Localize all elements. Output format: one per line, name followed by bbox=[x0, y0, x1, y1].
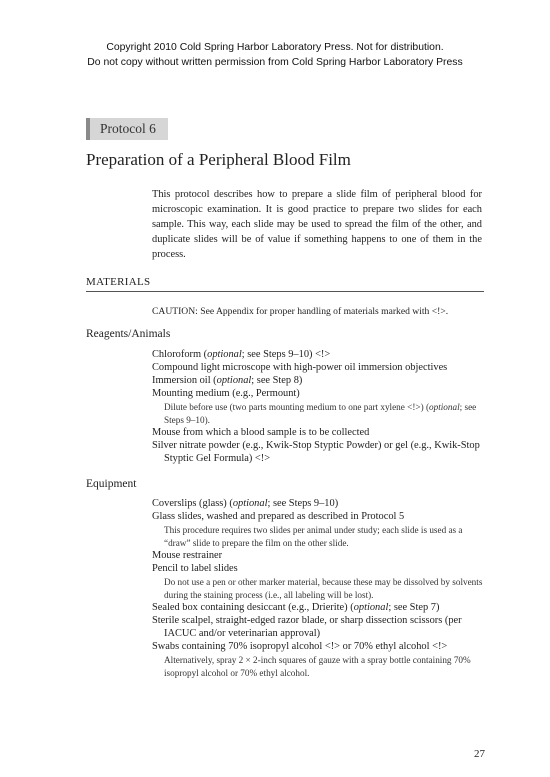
list-item: Mouse from which a blood sample is to be collected bbox=[152, 427, 370, 438]
materials-heading: MATERIALS bbox=[86, 276, 151, 288]
list-item: Mouse restrainer bbox=[152, 550, 223, 561]
copyright-line-2: Do not copy without written permission from Cold Spring Harbor Laboratory Press bbox=[87, 57, 463, 68]
equipment-heading: Equipment bbox=[86, 478, 137, 490]
list-item: Pencil to label slides bbox=[152, 563, 238, 574]
list-item: Glass slides, washed and prepared as described in Protocol 5 bbox=[152, 511, 405, 522]
list-note: Alternatively, spray 2 × 2-inch squares of gauze with a spray bottle containing 70% isopropyl alcohol or 70% ethyl alcohol. bbox=[164, 655, 471, 678]
list-item: Chloroform (optional; see Steps 9–10) <!> bbox=[152, 349, 331, 360]
list-item: Sterile scalpel, straight-edged razor blade, or sharp dissection scissors (per IACUC and/or veterinarian approval) bbox=[152, 615, 462, 639]
list-item: Coverslips (glass) (optional; see Steps 9–10) bbox=[152, 498, 339, 509]
list-item: Mounting medium (e.g., Permount) bbox=[152, 388, 300, 399]
list-item: Sealed box containing desiccant (e.g., Drierite) (optional; see Step 7) bbox=[152, 602, 440, 613]
list-note: Do not use a pen or other marker material, because these may be dissolved by solvents during the staining process (i.e., all labeling will be lost). bbox=[164, 577, 483, 600]
list-item: Immersion oil (optional; see Step 8) bbox=[152, 375, 303, 386]
copyright-notice bbox=[0, 40, 550, 70]
list-note: Dilute before use (two parts mounting medium to one part xylene <!>) (optional; see Steps 9–10). bbox=[164, 402, 477, 425]
reagents-list bbox=[152, 348, 487, 465]
protocol-label: Protocol 6 bbox=[86, 118, 168, 140]
page-number: 27 bbox=[474, 748, 485, 760]
copyright-line-1: Copyright 2010 Cold Spring Harbor Laboratory Press. Not for distribution. bbox=[106, 42, 444, 53]
intro-paragraph: This protocol describes how to prepare a slide film of peripheral blood for microscopic examination. It is good practice to prepare two slides for each sample. This way, each slide may be used to spread the film of the other, and duplicate slides will be of value if something happens to one of them in the process. bbox=[152, 189, 482, 260]
page-title: Preparation of a Peripheral Blood Film bbox=[86, 150, 351, 169]
list-note: This procedure requires two slides per animal under study; each slide is used as a “draw” slide to prepare the film on the other slide. bbox=[164, 525, 463, 548]
equipment-list bbox=[152, 497, 487, 679]
section-divider bbox=[86, 291, 484, 292]
reagents-heading: Reagents/Animals bbox=[86, 328, 171, 340]
list-item: Swabs containing 70% isopropyl alcohol <!> or 70% ethyl alcohol <!> bbox=[152, 641, 448, 652]
list-item: Compound light microscope with high-power oil immersion objectives bbox=[152, 362, 448, 373]
list-item: Silver nitrate powder (e.g., Kwik-Stop Styptic Powder) or gel (e.g., Kwik-Stop Styptic Gel Formula) <!> bbox=[152, 440, 480, 464]
caution-note: CAUTION: See Appendix for proper handling of materials marked with <!>. bbox=[152, 306, 449, 317]
